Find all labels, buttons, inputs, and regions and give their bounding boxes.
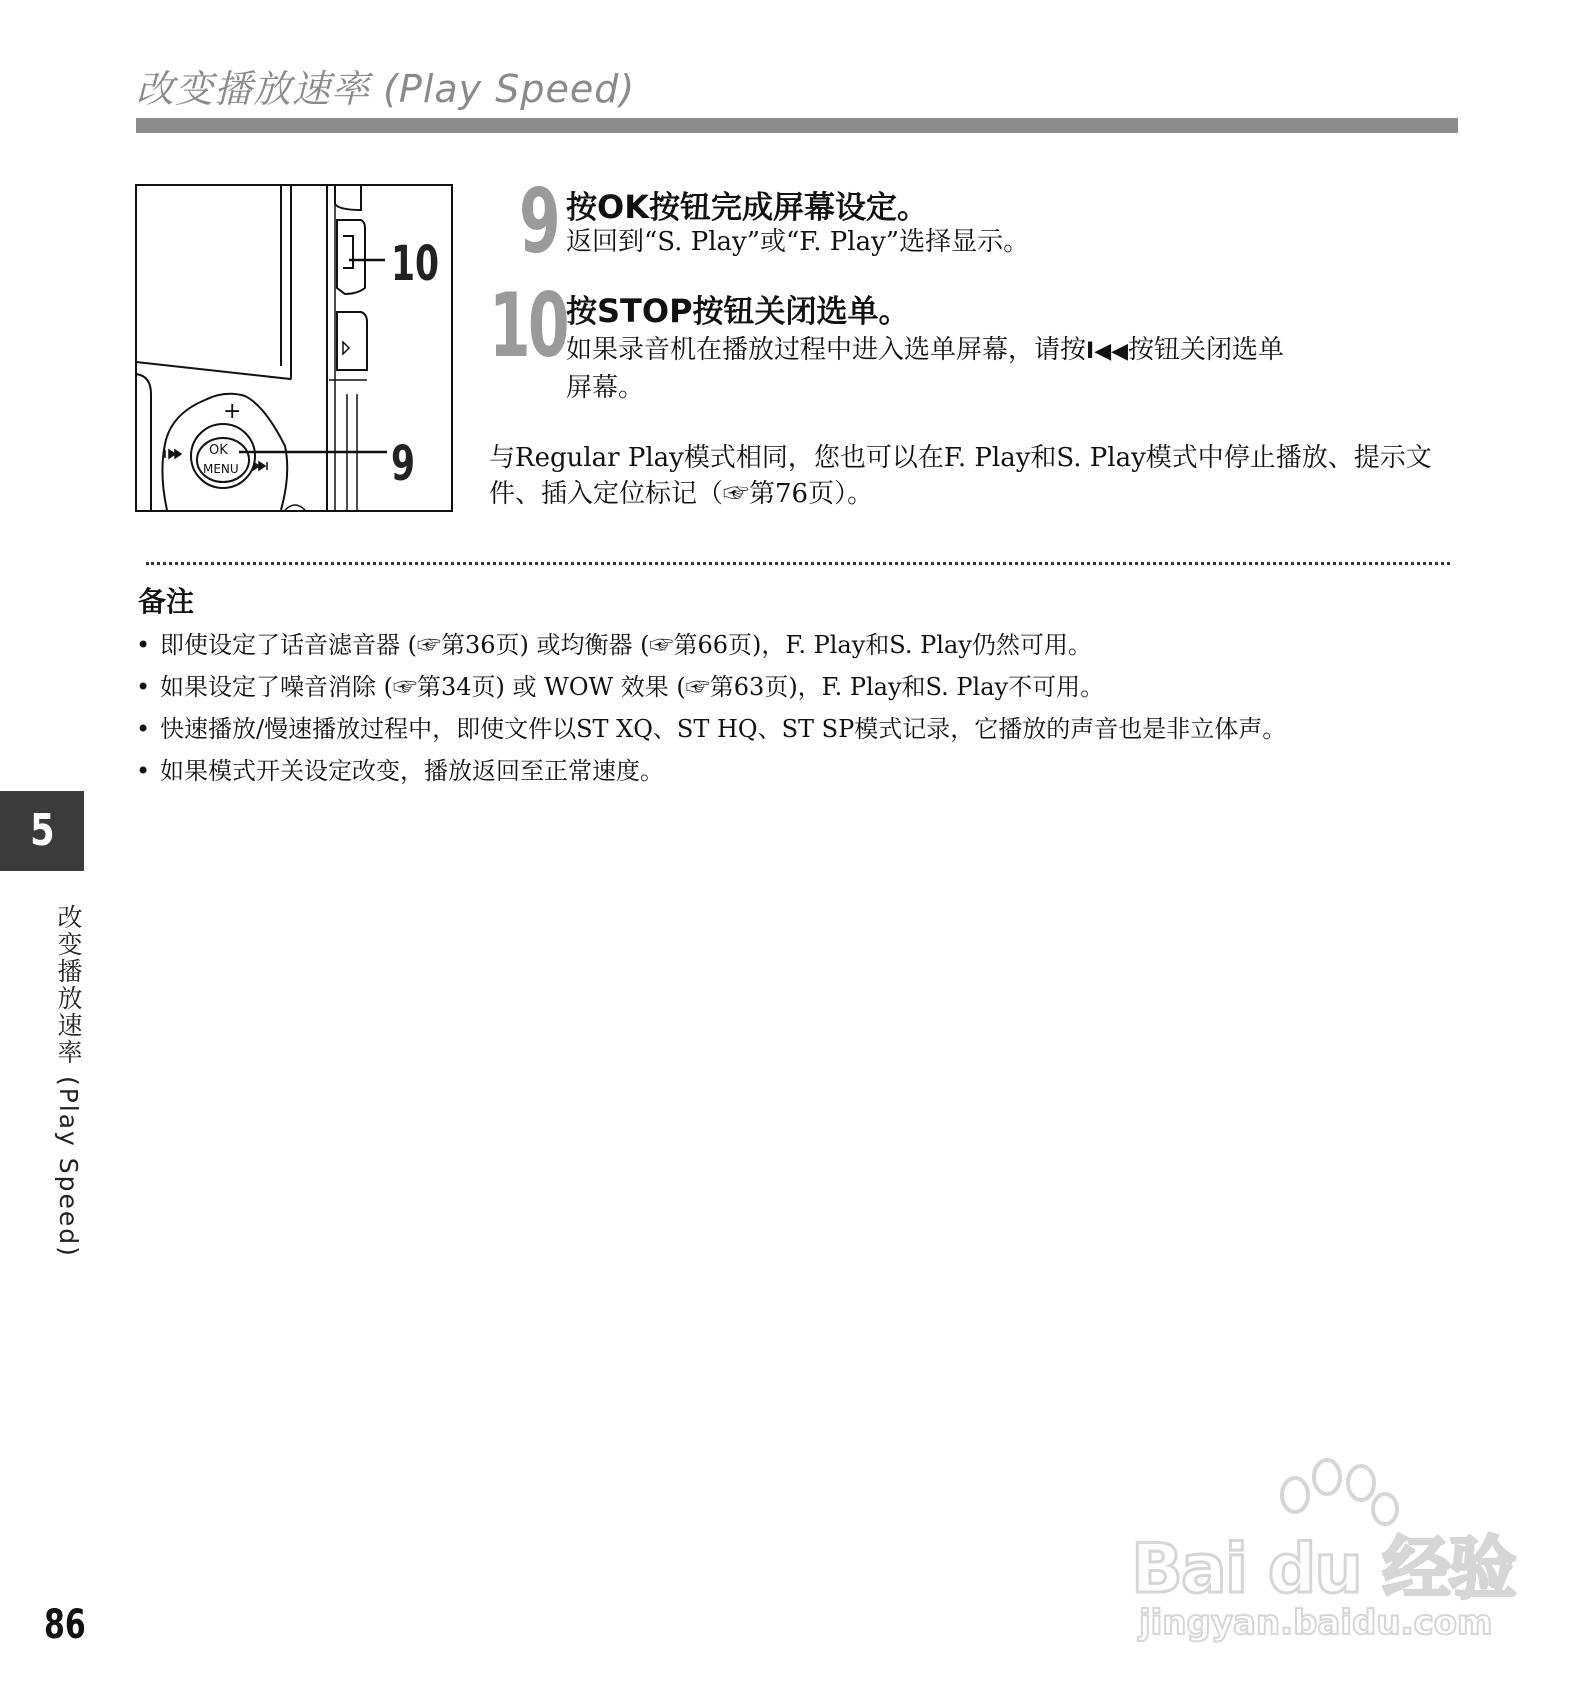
plus-label: +	[223, 399, 242, 424]
note-item: • 如果设定了噪音消除 (☞第34页) 或 WOW 效果 (☞第63页)，F. Play和S. Play不可用。	[136, 673, 1105, 701]
note-item: • 快速播放/慢速播放过程中，即使文件以ST XQ、ST HQ、ST SP模式记录，它播放的声音也是非立体声。	[136, 715, 1287, 743]
rewind-key-icon: I◀◀	[1086, 339, 1129, 364]
ok-label: OK	[209, 443, 228, 458]
step-number-10: 10	[489, 274, 567, 377]
chapter-tab: 5	[0, 791, 84, 871]
menu-label: MENU	[203, 462, 239, 476]
device-illustration	[135, 184, 453, 512]
watermark	[1125, 1455, 1515, 1655]
mode-paragraph: 与Regular Play模式相同，您也可以在F. Play和S. Play模式中停止播放、提示文件、插入定位标记（☞第76页）。	[489, 443, 1432, 509]
step-9-heading: 按OK按钮完成屏幕设定。	[566, 188, 928, 226]
dotted-divider	[146, 562, 1450, 565]
note-item: • 如果模式开关设定改变，播放返回至正常速度。	[136, 757, 664, 785]
header-rule	[136, 118, 1458, 133]
side-chapter-label: 改变播放速率 (Play Speed)	[54, 904, 83, 1258]
callout-9: 9	[391, 435, 416, 492]
step-10-text: 如果录音机在播放过程中进入选单屏幕，请按I◀◀按钮关闭选单 屏幕。	[566, 335, 1285, 403]
page-header-title: 改变播放速率 (Play Speed)	[136, 67, 636, 111]
notes-list	[136, 624, 1286, 792]
page-number: 86	[44, 1602, 86, 1648]
step-number-9: 9	[519, 170, 558, 273]
notes-title: 备注	[138, 585, 195, 618]
step-9-text: 返回到“S. Play”或“F. Play”选择显示。	[566, 227, 1030, 257]
watermark-url: jingyan.baidu.com	[1139, 1603, 1493, 1643]
watermark-logo: Bai du 经验	[1131, 1530, 1515, 1609]
step-10-heading: 按STOP按钮关闭选单。	[566, 292, 910, 330]
note-item: • 即使设定了话音滤音器 (☞第36页) 或均衡器 (☞第66页)，F. Play和S. Play仍然可用。	[136, 631, 1092, 659]
callout-10: 10	[391, 235, 440, 292]
